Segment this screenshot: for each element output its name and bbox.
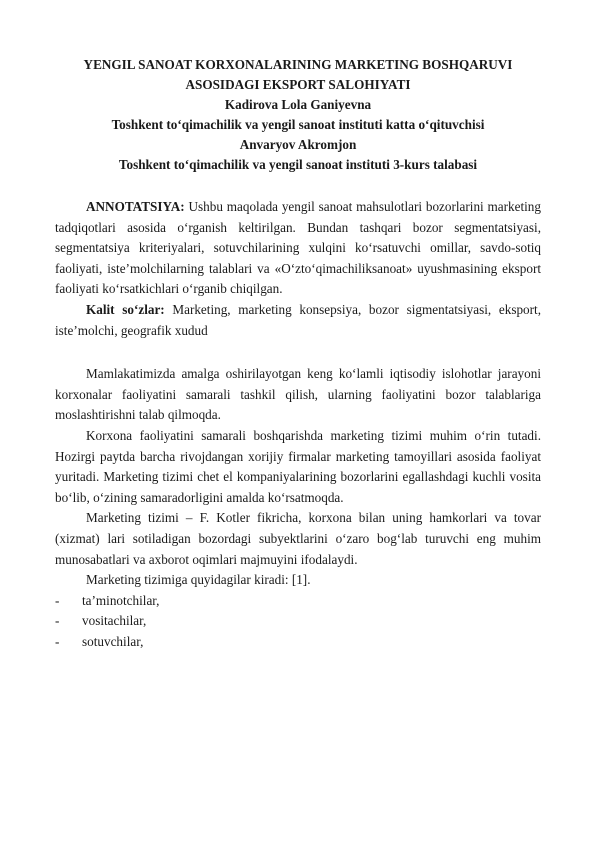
list-dash: - <box>55 613 60 629</box>
abstract-paragraph <box>55 197 541 300</box>
body-paragraph-1: Mamlakatimizda amalga oshirilayotgan keng ko‘lamli iqtisodiy islohotlar jarayoni korxonalar faoliyatini samarali tashkil qilish, ularning faoliyatini bozor talablariga moslashtirishni talab qilmoqda. <box>55 366 541 423</box>
list-item-text: sotuvchilar, <box>82 633 144 649</box>
list-item <box>55 611 541 632</box>
keywords-text: Marketing, marketing konsepsiya, bozor sigmentatsiyasi, eksport, iste’molchi, geografik xudud <box>55 301 541 338</box>
author-1-affiliation: Toshkent to‘qimachilik va yengil sanoat instituti katta o‘qituvchisi <box>111 117 485 132</box>
author-1-name: Kadirova Lola Ganiyevna <box>224 97 372 112</box>
body-paragraph-3: Marketing tizimi – F. Kotler fikricha, korxona bilan uning hamkorlari va tovar (xizmat) lari sotiladigan bozordagi subyektlarini o‘zaro bog‘lab turuvchi eng muhim munosabatlari va axborot oqimlari majmuyini ifodalaydi. <box>55 510 541 567</box>
list-item-text: ta’minotchilar, <box>82 592 160 608</box>
list-item <box>55 591 541 612</box>
author-2-name: Anvaryov Akromjon <box>239 137 357 152</box>
abstract-label: ANNOTATSIYA: <box>86 199 185 214</box>
abstract-text: Ushbu maqolada yengil sanoat mahsulotlari bozorlarini marketing tadqiqotlari asosida o‘rganish keltirilgan. Bundan tashqari bozor segmentatsiyasi, segmentatsiya kriteriyalari, sotuvchilarining xulqini ko‘rsatuvchi omillar, savdo-sotiq faoliyati, iste’molchilarning talablari va «O‘zto‘qimachiliksanoat» uyushmasining eksport faoliyati ko‘rsatkichlari o‘rganib chiqilgan. <box>55 199 541 297</box>
keywords-paragraph <box>55 300 541 341</box>
body-paragraph-4: Marketing tizimiga quyidagilar kiradi: [1]. <box>86 572 311 588</box>
paper-title-line-2: ASOSIDAGI EKSPORT SALOHIYATI <box>185 77 411 92</box>
list-item-text: vositachilar, <box>82 613 147 629</box>
author-2-affiliation: Toshkent to‘qimachilik va yengil sanoat instituti 3-kurs talabasi <box>118 157 478 172</box>
keywords-label: Kalit so‘zlar: <box>86 301 165 317</box>
list-dash: - <box>55 633 60 649</box>
document-page <box>55 0 541 652</box>
body-paragraph-2: Korxona faoliyatini samarali boshqarishda marketing tizimi muhim o‘rin tutadi. Hozirgi paytda barcha rivojdangan xorijiy firmalar marketing tamoyillari asosida faoliyat yuritadi. Marketing tizimi chet el kompaniyalarining bozorlarini egallashdagi kuchli vosita bo‘lib, o‘zining samaradorligini amalda ko‘rsatmoqda. <box>55 427 541 505</box>
list-dash: - <box>55 592 60 608</box>
paper-title-line-1: YENGIL SANOAT KORXONALARINING MARKETING BOSHQARUVI <box>83 57 513 72</box>
list-item <box>55 632 541 653</box>
